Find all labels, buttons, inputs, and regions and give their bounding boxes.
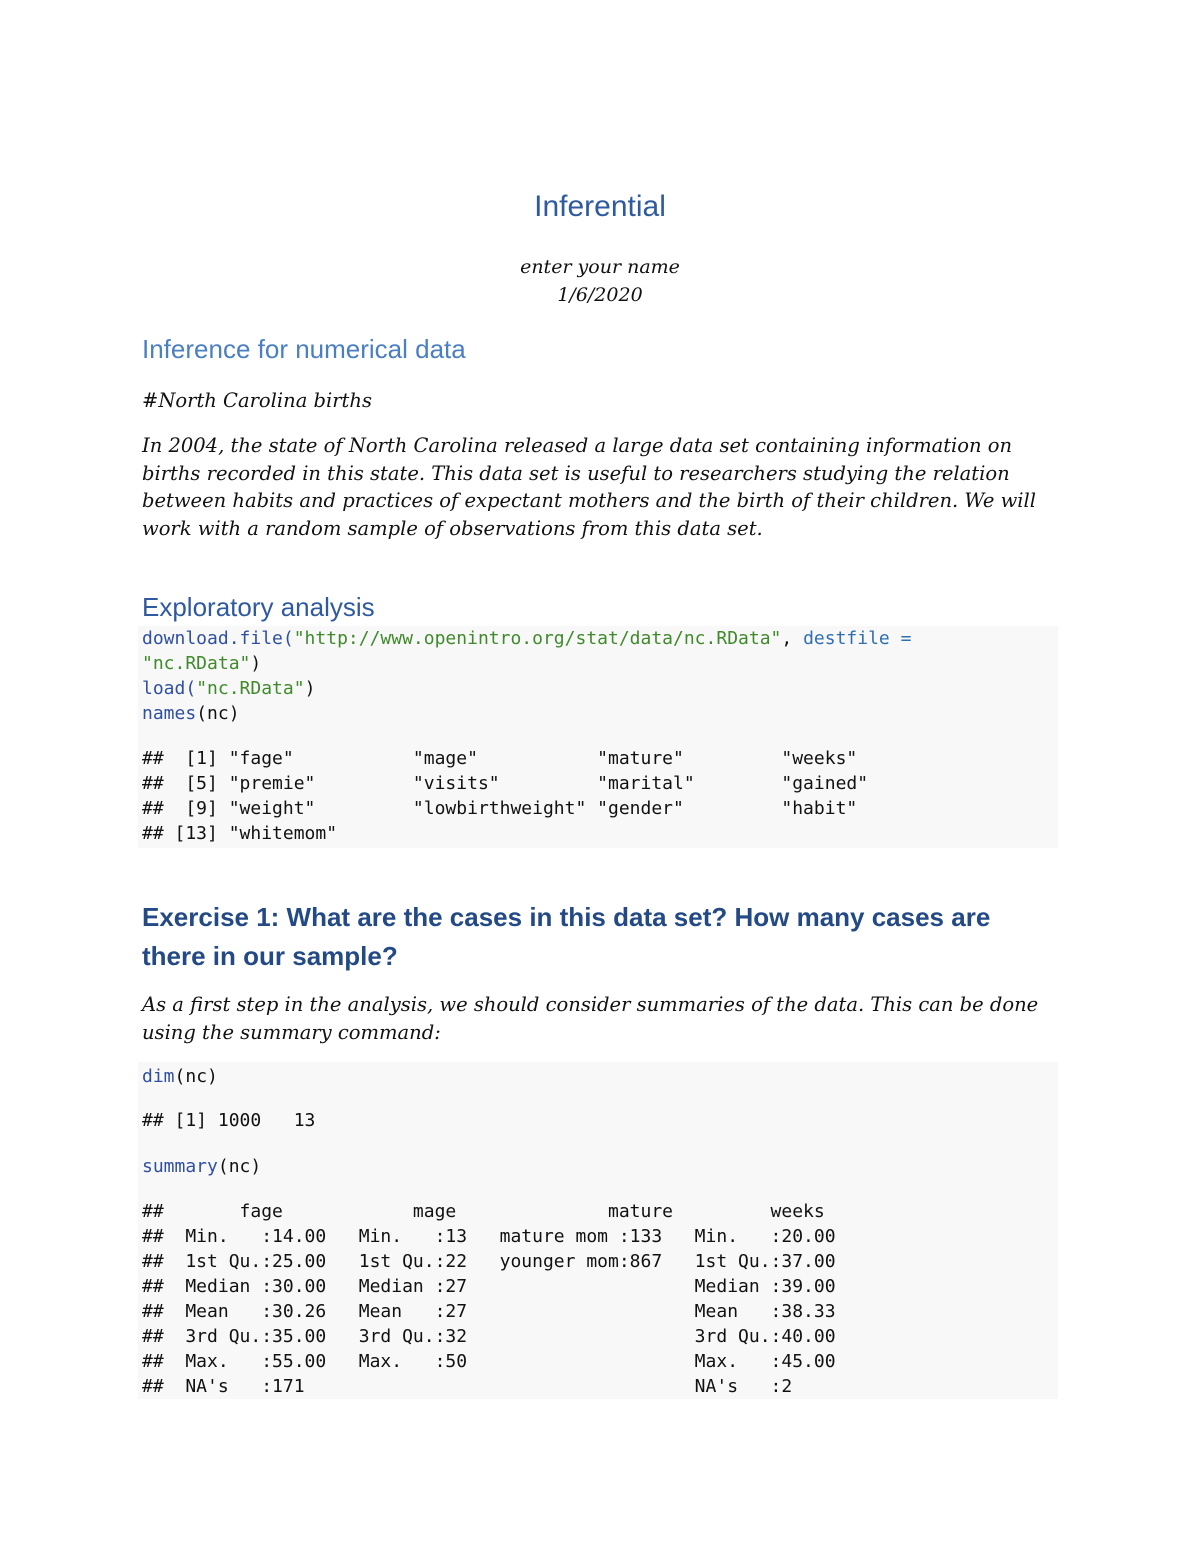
code-block-summary bbox=[138, 1062, 1058, 1399]
names-args: (nc) bbox=[196, 703, 240, 724]
nc-births-line: #North Carolina births bbox=[142, 389, 372, 412]
author-line: enter your name bbox=[520, 256, 680, 278]
load-close-paren: ) bbox=[304, 678, 316, 699]
exercise-heading: Exercise 1: What are the cases in this data set? How many cases are there in our sample? bbox=[142, 902, 991, 971]
inference-heading: Inference for numerical data bbox=[142, 334, 466, 364]
code-line-names bbox=[138, 701, 1058, 726]
summary-output-line: ## 3rd Qu.:35.00 3rd Qu.:32 3rd Qu.:40.00 bbox=[142, 1326, 836, 1347]
summary-paragraph: As a first step in the analysis, we should consider summaries of the data. This can be done using the summary command: bbox=[142, 993, 1039, 1044]
code-block-load bbox=[138, 626, 1058, 848]
close-paren: ) bbox=[250, 653, 262, 674]
load-fn: load( bbox=[142, 678, 197, 699]
summary-output-line: ## Median :30.00 Median :27 Median :39.00 bbox=[142, 1276, 836, 1297]
code-line-load bbox=[138, 676, 1058, 701]
summary-output-line: ## Mean :30.26 Mean :27 Mean :38.33 bbox=[142, 1301, 836, 1322]
summary-fn: summary bbox=[142, 1156, 218, 1177]
summary-output-line: ## NA's :171 NA's :2 bbox=[142, 1376, 793, 1397]
dim-fn: dim bbox=[142, 1066, 175, 1087]
load-value: "nc.RData" bbox=[196, 678, 305, 699]
output-line: ## [1] "fage" "mage" "mature" "weeks" bbox=[142, 748, 858, 769]
summary-output-line: ## fage mage mature weeks bbox=[142, 1201, 825, 1222]
summary-args: (nc) bbox=[217, 1156, 262, 1177]
names-fn: names bbox=[142, 703, 197, 724]
dim-output: ## [1] 1000 13 bbox=[142, 1110, 316, 1131]
intro-paragraph: In 2004, the state of North Carolina released a large data set containing information on births recorded in this state. This data set is useful to researchers studying the relation between habits and practices of expectant mothers and the birth of their children. We will work with a random sample of observations from this data set. bbox=[142, 434, 1037, 540]
dim-args: (nc) bbox=[174, 1066, 218, 1087]
code-line-dim bbox=[138, 1064, 1058, 1089]
output-line: ## [9] "weight" "lowbirthweight" "gender" "habit" bbox=[142, 798, 858, 819]
exploratory-heading: Exploratory analysis bbox=[142, 592, 375, 622]
code-line-summary bbox=[138, 1154, 1058, 1179]
document-title: Inferential bbox=[534, 190, 666, 223]
output-line: ## [13] "whitemom" bbox=[142, 823, 338, 844]
summary-output-line: ## Max. :55.00 Max. :50 Max. :45.00 bbox=[142, 1351, 836, 1372]
summary-output-line: ## 1st Qu.:25.00 1st Qu.:22 younger mom:867 1st Qu.:37.00 bbox=[142, 1251, 836, 1272]
comma: , bbox=[781, 628, 804, 649]
destfile-value: "nc.RData" bbox=[142, 653, 251, 674]
destfile-arg: destfile = bbox=[803, 628, 912, 649]
date-line: 1/6/2020 bbox=[557, 284, 643, 306]
code-line-destfile bbox=[138, 651, 1058, 676]
summary-output-line: ## Min. :14.00 Min. :13 mature mom :133 Min. :20.00 bbox=[142, 1226, 836, 1247]
code-line-download bbox=[138, 626, 1058, 651]
download-url: "http://www.openintro.org/stat/data/nc.RData" bbox=[293, 628, 782, 649]
download-fn: download.file( bbox=[142, 628, 294, 649]
output-line: ## [5] "premie" "visits" "marital" "gained" bbox=[142, 773, 869, 794]
